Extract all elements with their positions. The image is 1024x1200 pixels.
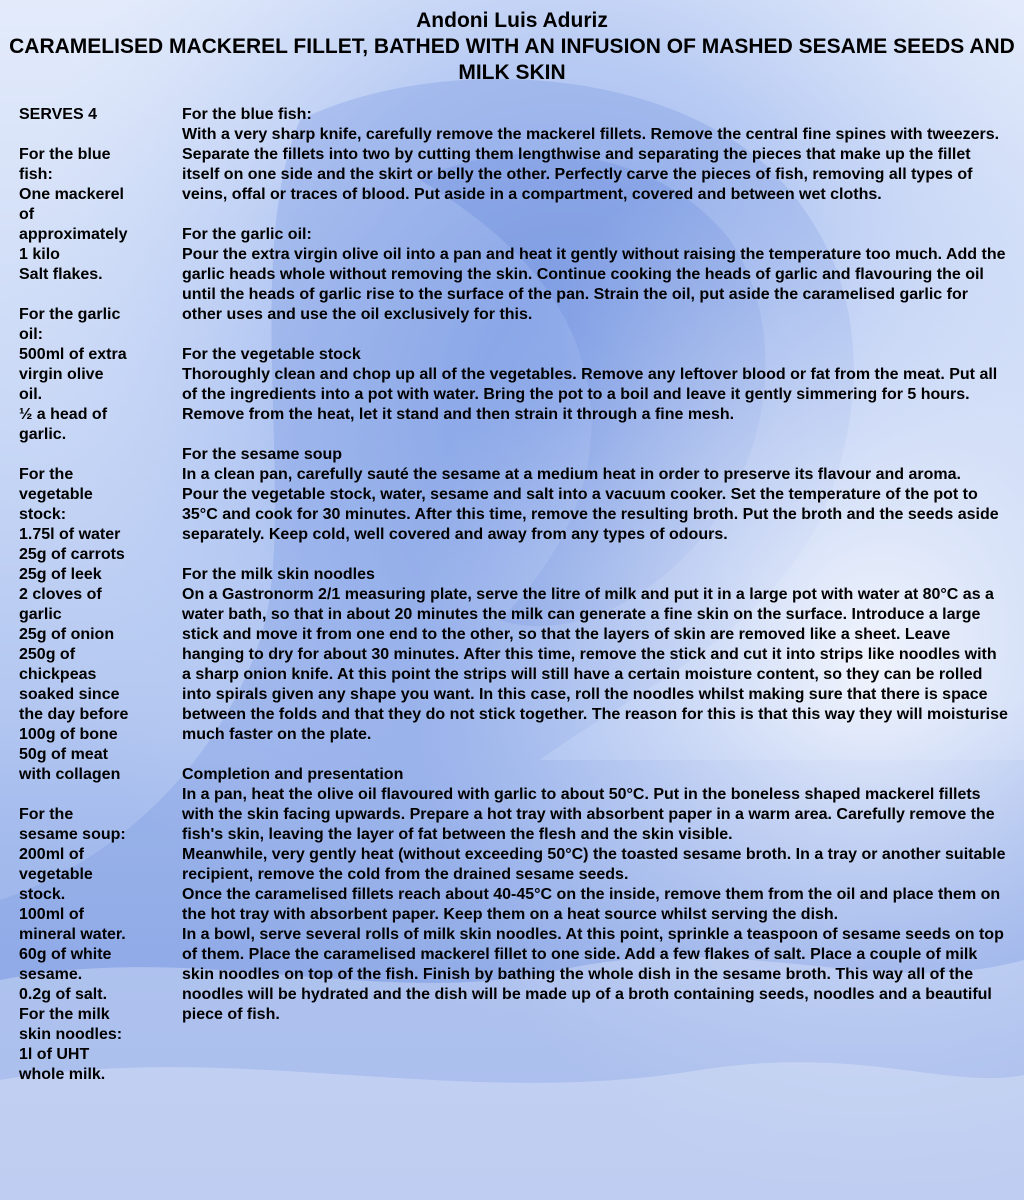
section-paragraph: Pour the extra virgin olive oil into a pan and heat it gently without raising the temperature too much. Add the garlic heads whole without removing the skin. Continue cooking the heads of garlic and flavouring the oil until the heads of garlic rise to the surface of the pan. Strain the oil, put aside the caramelised garlic for other uses and use the oil exclusively for this. [182,246,1006,323]
ingredient-line: 25g of leek [19,566,102,583]
ingredient-line: with collagen [19,766,121,783]
method-section [182,105,1008,205]
section-paragraph: Thoroughly clean and chop up all of the vegetables. Remove any leftover blood or fat from the meat. Put all of the ingredients into a pot with water. Bring the pot to a boil and leave it gently simmering for 5 hours. Remove from the heat, let it stand and then strain it through a fine mesh. [182,366,998,423]
ingredient-group [19,465,147,785]
section-heading: For the garlic oil: [182,226,312,243]
ingredient-group [19,1005,147,1085]
section-paragraph: On a Gastronorm 2/1 measuring plate, serve the litre of milk and put it in a large pot with water at 80°C as a water bath, so that in about 20 minutes the milk can generate a fine skin on the surface. Introduce a large stick and move it from one end to the other, so that the layers of skin are removed like a sheet. Leave hanging to dry for about 30 minutes. After this time, remove the stick and cut it into strips like noodles with a sharp onion knife. At this point the strips will still have a certain moisture content, so they can be rolled into spirals given any shape you want. In this case, roll the noodles whilst making sure that there is space between the folds and that they do not stick together. The reason for this is that this way they will moisturise much faster on the plate. [182,586,1008,743]
method-section [182,445,1008,545]
recipe-title: CARAMELISED MACKEREL FILLET, BATHED WITH AN INFUSION OF MASHED SESAME SEEDS AND MILK SKIN [9,35,1015,84]
section-paragraph: With a very sharp knife, carefully remove the mackerel fillets. Remove the central fine spines with tweezers. Separate the fillets into two by cutting them lengthwise and separating the pieces that make up the fillet itself on one side and the skirt or belly the other. Perfectly carve the pieces of fish, removing all types of veins, offal or traces of blood. Put aside in a compartment, covered and between wet cloths. [182,126,1000,203]
section-heading: Completion and presentation [182,766,404,783]
ingredient-line: sesame. [19,966,83,983]
ingredient-line: 0.2g of salt. [19,986,108,1003]
ingredient-line: For the blue [19,146,111,163]
ingredient-group [19,805,147,1005]
ingredient-line: approximately [19,226,128,243]
ingredient-line: For the [19,466,74,483]
ingredient-group [19,145,147,285]
recipe-header [0,8,1024,86]
ingredient-line: garlic. [19,426,67,443]
ingredient-line: virgin olive [19,366,104,383]
section-paragraph: In a pan, heat the olive oil flavoured with garlic to about 50°C. Put in the boneless shaped mackerel fillets with the skin facing upwards. Prepare a hot tray with absorbent paper in a warm area. Carefully remove the fish's skin, leaving the layer of fat between the flesh and the skin visible. [182,786,995,843]
section-heading: For the sesame soup [182,446,343,463]
ingredient-line: 25g of onion [19,626,115,643]
section-heading: For the milk skin noodles [182,566,375,583]
method-section [182,565,1008,745]
ingredient-line: fish: [19,166,53,183]
ingredient-line: 2 cloves of [19,586,102,603]
ingredient-line: 1.75l of water [19,526,121,543]
ingredient-line: For the garlic [19,306,121,323]
ingredient-line: oil: [19,326,43,343]
ingredient-line: sesame soup: [19,826,126,843]
ingredient-group [19,105,147,125]
method-section [182,345,1008,425]
ingredient-line: the day before [19,706,129,723]
ingredient-line: 1l of UHT [19,1046,90,1063]
ingredient-line: garlic [19,606,62,623]
section-paragraph: Once the caramelised fillets reach about 40-45°C on the inside, remove them from the oil and place them on the hot tray with absorbent paper. Keep them on a heat source whilst serving the dish. [182,886,1001,923]
ingredient-line: 500ml of extra [19,346,127,363]
ingredient-line: 100g of bone [19,726,118,743]
section-paragraph: Pour the vegetable stock, water, sesame and salt into a vacuum cooker. Set the temperature of the pot to 35°C and cook for 30 minutes. After this time, remove the resulting broth. Put the broth and the seeds aside separately. Keep cold, well covered and away from any types of odours. [182,486,999,543]
ingredient-group [19,305,147,445]
ingredient-line: whole milk. [19,1066,106,1083]
section-heading: For the vegetable stock [182,346,361,363]
ingredient-line: chickpeas [19,666,97,683]
method-column [182,105,1008,1025]
ingredient-line: 250g of [19,646,76,663]
ingredient-line: skin noodles: [19,1026,123,1043]
ingredient-line: vegetable [19,486,93,503]
ingredient-line: 60g of white [19,946,112,963]
ingredient-line: For the milk [19,1006,110,1023]
ingredient-line: 25g of carrots [19,546,125,563]
ingredient-line: oil. [19,386,43,403]
ingredient-line: 200ml of [19,846,84,863]
ingredient-line: vegetable [19,866,93,883]
section-paragraph: Meanwhile, very gently heat (without exceeding 50°C) the toasted sesame broth. In a tray or another suitable recipient, remove the cold from the drained sesame seeds. [182,846,1006,883]
ingredient-line: stock: [19,506,67,523]
ingredients-column [19,105,147,1105]
ingredient-line: stock. [19,886,66,903]
ingredient-line: 1 kilo [19,246,60,263]
ingredient-line: 50g of meat [19,746,108,763]
ingredient-line: soaked since [19,686,120,703]
method-section [182,765,1008,1025]
section-heading: For the blue fish: [182,106,312,123]
ingredient-line: SERVES 4 [19,106,97,123]
ingredient-line: mineral water. [19,926,126,943]
section-paragraph: In a clean pan, carefully sauté the sesame at a medium heat in order to preserve its flavour and aroma. [182,466,961,483]
method-section [182,225,1008,325]
ingredient-line: 100ml of [19,906,84,923]
ingredient-line: One mackerel [19,186,124,203]
ingredient-line: of [19,206,35,223]
section-paragraph: In a bowl, serve several rolls of milk skin noodles. At this point, sprinkle a teaspoon of sesame seeds on top of them. Place the caramelised mackerel fillet to one side. Add a few flakes of salt. Place a couple of milk skin noodles on top of the fish. Finish by bathing the whole dish in the sesame broth. This way all of the noodles will be hydrated and the dish will be made up of a broth containing seeds, noodles and a beautiful piece of fish. [182,926,1004,1023]
chef-name: Andoni Luis Aduriz [416,9,608,32]
ingredient-line: ½ a head of [19,406,108,423]
ingredient-line: Salt flakes. [19,266,103,283]
ingredient-line: For the [19,806,74,823]
